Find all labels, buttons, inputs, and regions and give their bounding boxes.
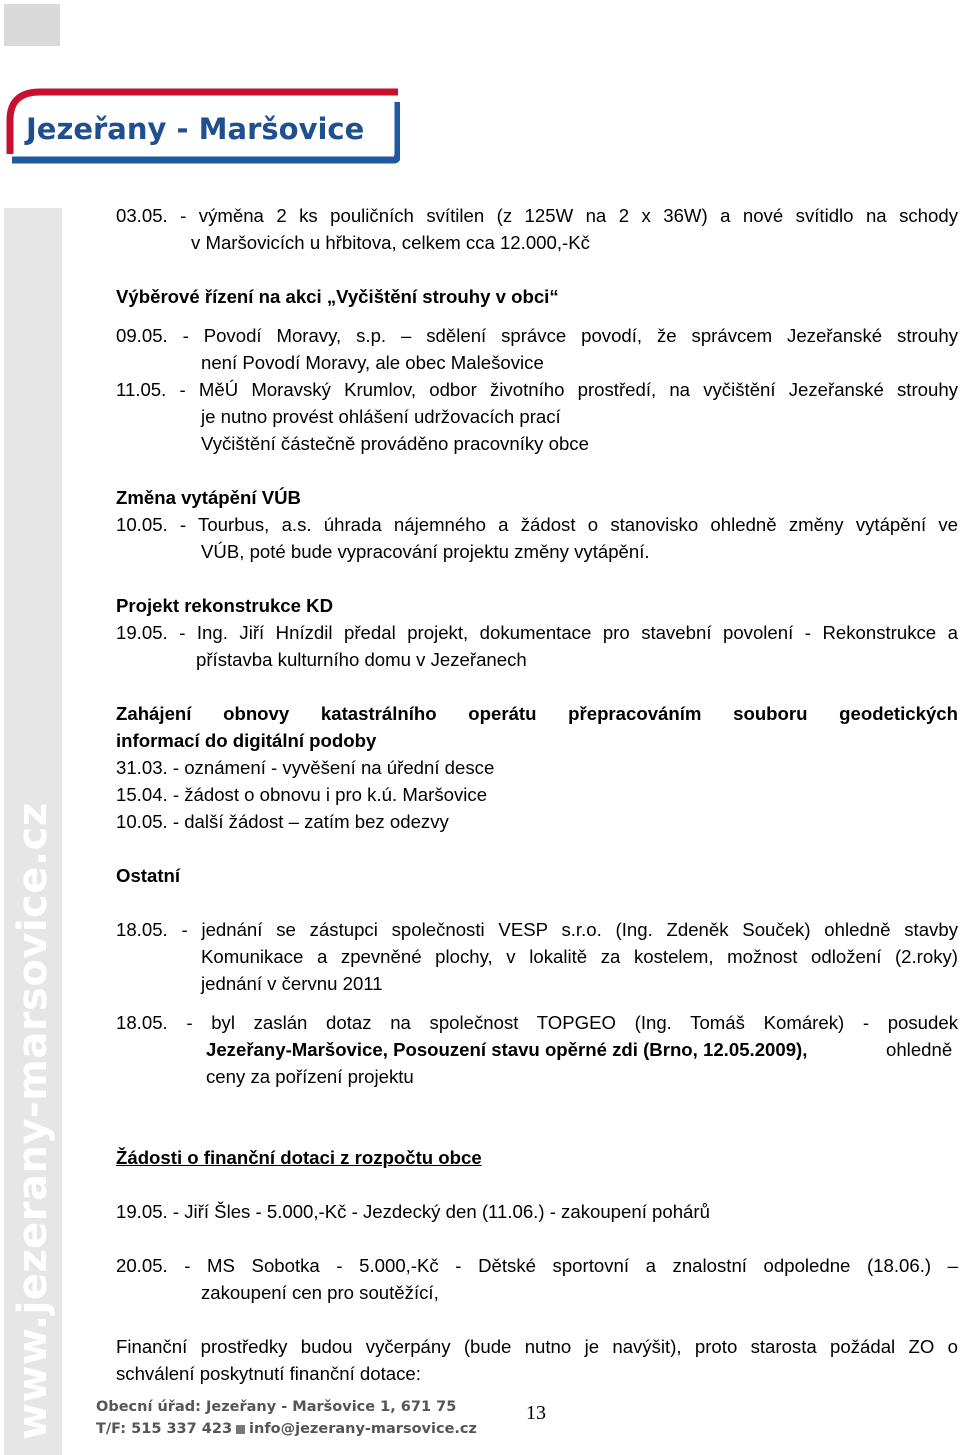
text-line: Vyčištění částečně prováděno pracovníky obce [201,433,589,454]
section-heading: Projekt rekonstrukce KD [116,595,334,616]
text-line: je nutno provést ohlášení udržovacích prací [201,406,561,427]
text-line: Komunikace a zpevněné plochy, v lokalitě za kostelem, možnost odložení (2.roky) [201,946,958,967]
side-url: www.jezerany-marsovice.cz [10,802,56,1440]
section-heading: Zahájení obnovy katastrálního operátu přepracováním souboru geodetických [116,703,958,724]
section-heading: Ostatní [116,865,181,886]
text-line: VÚB, poté bude vypracování projektu změny vytápění. [201,541,650,562]
corner-decoration [4,4,60,46]
page-number: 13 [526,1402,546,1424]
text-line: 11.05. - MěÚ Moravský Krumlov, odbor životního prostředí, na vyčištění Jezeřanské strouhy [116,379,958,400]
text-line: 10.05. - Tourbus, a.s. úhrada nájemného a žádost o stanovisko ohledně změny vytápění ve [116,514,958,535]
text-line: 31.03. - oznámení - vyvěšení na úřední desce [116,757,495,778]
text-line: není Povodí Moravy, ale obec Malešovice [201,352,544,373]
text-line: v Maršovicích u hřbitova, celkem cca 12.000,-Kč [191,232,590,253]
text-line: 20.05. - MS Sobotka - 5.000,-Kč - Dětské sportovní a znalostní odpoledne (18.06.) – [116,1255,958,1276]
text-line: 19.05. - Jiří Šles - 5.000,-Kč - Jezdecký den (11.06.) - zakoupení pohárů [116,1201,710,1222]
section-heading: Výběrové řízení na akci „Vyčištění strouhy v obci“ [116,286,559,307]
municipality-logo [4,84,400,168]
text-line: 03.05. - výměna 2 ks pouličních svítilen (z 125W na 2 x 36W) a nové svítidlo na schody [116,205,958,226]
footer [96,1396,477,1440]
text-line: zakoupení cen pro soutěžící, [201,1282,439,1303]
text-line: ohledně [886,1039,953,1060]
text-line: 10.05. - další žádost – zatím bez odezvy [116,811,449,832]
square-bullet-icon [236,1425,245,1434]
section-heading: Změna vytápění VÚB [116,487,301,508]
text-line: přístavba kulturního domu v Jezeřanech [196,649,527,670]
text-line: 09.05. - Povodí Moravy, s.p. – sdělení správce povodí, že správcem Jezeřanské strouhy [116,325,958,346]
section-heading: informací do digitální podoby [116,730,377,751]
text-line: schválení poskytnutí finanční dotace: [116,1363,421,1384]
text-line: 18.05. - jednání se zástupci společnosti VESP s.r.o. (Ing. Zdeněk Souček) ohledně stavby [116,919,958,940]
section-heading: Žádosti o finanční dotaci z rozpočtu obce [116,1147,482,1168]
footer-phone: T/F: 515 337 423 [96,1421,233,1437]
text-line: Finanční prostředky budou vyčerpány (bude nutno je navýšit), proto starosta požádal ZO o [116,1336,958,1357]
text-line: ceny za pořízení projektu [206,1066,414,1087]
text-line: 15.04. - žádost o obnovu i pro k.ú. Maršovice [116,784,488,805]
text-line: 19.05. - Ing. Jiří Hnízdil předal projekt, dokumentace pro stavební povolení - Rekonstrukce a [116,622,958,643]
logo-text: Jezeřany - Maršovice [26,112,365,146]
footer-address: Obecní úřad: Jezeřany - Maršovice 1, 671 75 [96,1399,457,1415]
text-line: jednání v červnu 2011 [201,973,383,994]
text-line-bold: Jezeřany-Maršovice, Posouzení stavu opěrné zdi (Brno, 12.05.2009), [206,1039,808,1060]
footer-email: info@jezerany-marsovice.cz [249,1421,477,1437]
text-line: 18.05. - byl zaslán dotaz na společnost TOPGEO (Ing. Tomáš Komárek) - posudek [116,1012,958,1033]
